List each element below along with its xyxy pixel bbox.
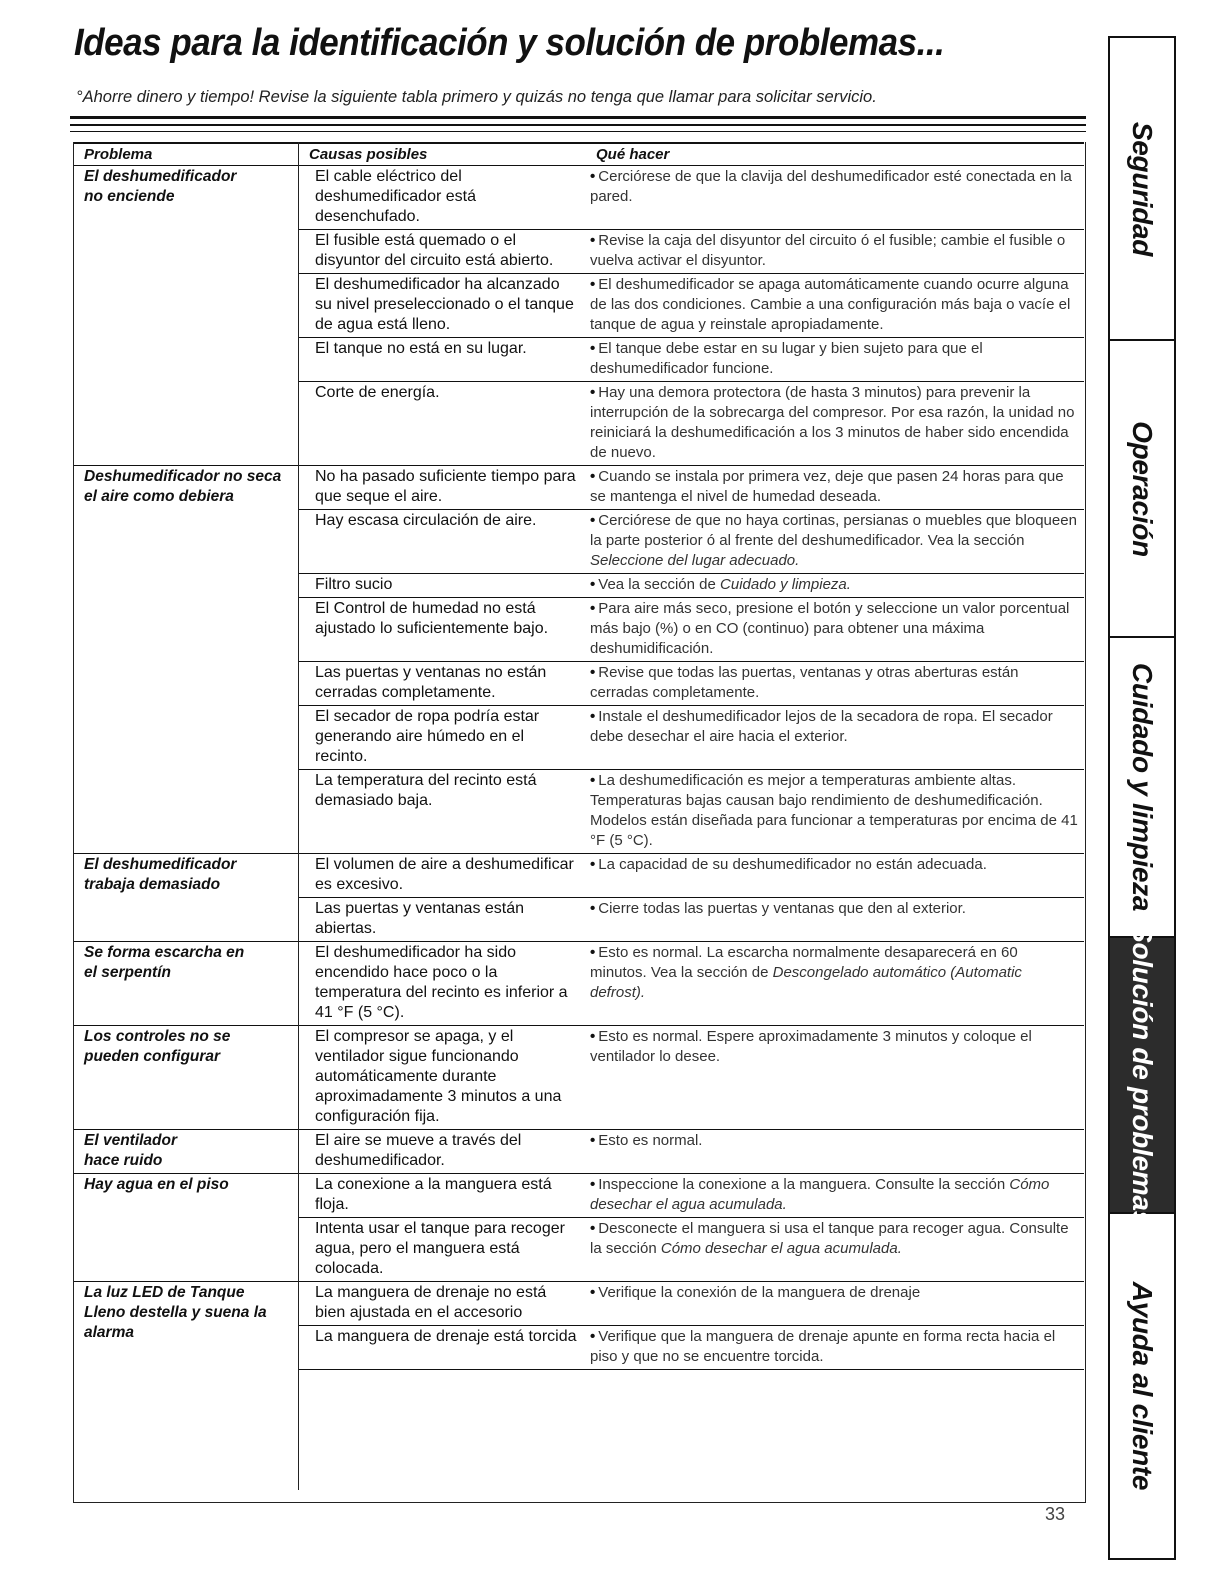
table-row (74, 1026, 1084, 1130)
problem-cell (74, 1174, 299, 1282)
todo-cell (586, 770, 1084, 854)
cause-cell: La conexione a la manguera está floja. (299, 1174, 586, 1218)
cause-cell: La manguera de drenaje no está bien ajustada en el accesorio (299, 1282, 586, 1326)
todo-text: El tanque debe estar en su lugar y bien sujeto para que el deshumedificador funcione. (590, 340, 983, 377)
todo-cell (586, 1326, 1084, 1370)
problem-text: Los controles no se (84, 1028, 231, 1045)
cause-cell: El cable eléctrico del deshumedificador está desenchufado. (299, 166, 586, 230)
bullet-icon: • (590, 276, 596, 293)
column-divider (298, 142, 299, 1490)
cause-cell: Corte de energía. (299, 382, 586, 466)
bullet-icon: • (590, 708, 596, 725)
todo-cell (586, 166, 1084, 230)
problem-text: el aire como debiera (84, 488, 234, 505)
todo-cell (586, 466, 1084, 510)
cause-cell: La temperatura del recinto está demasiado baja. (299, 770, 586, 854)
section-tab-label: Solución de problemas (1127, 924, 1159, 1226)
cause-cell: El tanque no está en su lugar. (299, 338, 586, 382)
todo-text: Verifique la conexión de la manguera de drenaje (598, 1284, 921, 1301)
section-tab[interactable] (1110, 341, 1174, 638)
problem-text: El deshumedificador (84, 168, 237, 185)
problem-text: Hay agua en el piso (84, 1176, 229, 1193)
cause-cell: La manguera de drenaje está torcida (299, 1326, 586, 1370)
cause-cell: El aire se mueve a través del deshumedificador. (299, 1130, 586, 1174)
page-number: 33 (1045, 1504, 1066, 1524)
bullet-icon: • (590, 664, 596, 681)
problem-text: trabaja demasiado (84, 876, 221, 893)
todo-cell (586, 942, 1084, 1026)
table-row (74, 166, 1084, 230)
table-row (74, 1130, 1084, 1174)
bullet-icon: • (590, 340, 596, 357)
problem-cell (74, 1130, 299, 1174)
problem-text: El ventilador (84, 1132, 178, 1149)
problem-cell (74, 942, 299, 1026)
section-reference: Cómo desechar el agua acumulada. (590, 1176, 1050, 1213)
cause-cell: El deshumedificador ha sido encendido hace poco o la temperatura del recinto es inferior a 41 °F (5 °C). (299, 942, 586, 1026)
todo-text: El deshumedificador se apaga automáticamente cuando ocurre alguna de las dos condiciones. Cambie a una configuración más baja o vacíe el tanque de agua y reinstale apropiadamente. (590, 276, 1071, 333)
problem-text: el serpentín (84, 964, 171, 981)
table-row (74, 1174, 1084, 1218)
section-reference: Cuidado y limpieza. (720, 576, 851, 593)
cause-cell: No ha pasado suficiente tiempo para que seque el aire. (299, 466, 586, 510)
table-row (74, 942, 1084, 1026)
bullet-icon: • (590, 1132, 596, 1149)
todo-text: Esto es normal. (598, 1132, 703, 1149)
table-row (74, 1282, 1084, 1326)
cause-cell: El Control de humedad no está ajustado lo suficientemente bajo. (299, 598, 586, 662)
todo-text: Cerciórese de que la clavija del deshumedificador esté conectada en la pared. (590, 168, 1072, 205)
todo-cell (586, 1218, 1084, 1282)
section-tab-label: Seguridad (1127, 121, 1158, 256)
section-tab-label: Cuidado y limpieza (1127, 662, 1159, 912)
section-reference: Seleccione del lugar adecuado. (590, 552, 800, 569)
section-tab[interactable] (1110, 924, 1174, 1226)
todo-text: Inspeccione la conexione a la manguera. Consulte la sección (598, 1176, 1006, 1193)
column-header-problem: Problema (74, 143, 299, 166)
cause-cell: El compresor se apaga, y el ventilador sigue funcionando automáticamente durante aproximadamente 3 minutos a una configuración fija. (299, 1026, 586, 1130)
todo-cell (586, 854, 1084, 898)
bullet-icon: • (590, 944, 596, 961)
problem-cell (74, 466, 299, 854)
todo-text: Hay una demora protectora (de hasta 3 minutos) para prevenir la interrupción de la sobrecarga del compresor. Por esa razón, la unidad no reiniciará la deshumedificación a los 3 minutos de haber sido encendida de nuevo. (590, 384, 1075, 461)
todo-text: Verifique que la manguera de drenaje apunte en forma recta hacia el piso y que no se encuentre torcida. (590, 1328, 1056, 1365)
cause-cell: El secador de ropa podría estar generando aire húmedo en el recinto. (299, 706, 586, 770)
todo-text: Cuando se instala por primera vez, deje que pasen 24 horas para que se mantenga el nivel de humedad deseada. (590, 468, 1064, 505)
bullet-icon: • (590, 168, 596, 185)
section-tabs (1108, 36, 1176, 1560)
problem-text: alarma (84, 1324, 134, 1341)
todo-text: Cerciórese de que no haya cortinas, persianas o muebles que bloqueen la parte posterior ó al frente del deshumedificador. Vea la sección (590, 512, 1077, 549)
problem-text: La luz LED de Tanque (84, 1284, 245, 1301)
cause-cell: El fusible está quemado o el disyuntor del circuito está abierto. (299, 230, 586, 274)
bullet-icon: • (590, 600, 596, 617)
troubleshooting-table (74, 142, 1084, 1370)
todo-text: Revise la caja del disyuntor del circuito ó el fusible; cambie el fusible o vuelva activar el disyuntor. (590, 232, 1066, 269)
todo-text: Esto es normal. Espere aproximadamente 3 minutos y coloque el ventilador lo desee. (590, 1028, 1032, 1065)
problem-text: Lleno destella y suena la (84, 1304, 267, 1321)
section-tab-label: Ayuda al cliente (1127, 1281, 1159, 1491)
todo-cell (586, 1026, 1084, 1130)
problem-text: hace ruido (84, 1152, 163, 1169)
todo-cell (586, 662, 1084, 706)
bullet-icon: • (590, 1028, 596, 1045)
todo-cell (586, 230, 1084, 274)
section-tab[interactable] (1110, 1214, 1174, 1558)
header-rule (70, 124, 1086, 126)
todo-cell (586, 706, 1084, 770)
bullet-icon: • (590, 468, 596, 485)
problem-text: no enciende (84, 188, 175, 205)
header-rule (70, 131, 1086, 132)
todo-cell (586, 510, 1084, 574)
todo-cell (586, 338, 1084, 382)
cause-cell: Hay escasa circulación de aire. (299, 510, 586, 574)
bullet-icon: • (590, 384, 596, 401)
bullet-icon: • (590, 856, 596, 873)
section-tab[interactable] (1110, 638, 1174, 938)
column-header-causes: Causas posibles (299, 143, 586, 166)
section-reference: Cómo desechar el agua acumulada. (660, 1240, 902, 1257)
header-rule (70, 116, 1086, 119)
cause-cell: El deshumedificador ha alcanzado su nivel preseleccionado o el tanque de agua está lleno. (299, 274, 586, 338)
bullet-icon: • (590, 232, 596, 249)
problem-cell (74, 1026, 299, 1130)
todo-cell (586, 274, 1084, 338)
problem-cell (74, 166, 299, 466)
todo-text: Instale el deshumedificador lejos de la secadora de ropa. El secador debe desechar el aire hacia el exterior. (590, 708, 1053, 745)
bullet-icon: • (590, 1284, 596, 1301)
bullet-icon: • (590, 1328, 596, 1345)
todo-text: La capacidad de su deshumedificador no están adecuada. (598, 856, 987, 873)
todo-cell (586, 1282, 1084, 1326)
bullet-icon: • (590, 772, 596, 789)
bullet-icon: • (590, 512, 596, 529)
section-tab-label: Operación (1127, 420, 1159, 557)
page-subtitle: °Ahorre dinero y tiempo! Revise la siguiente tabla primero y quizás no tenga que llamar para solicitar servicio. (76, 88, 877, 106)
problem-cell (74, 854, 299, 942)
table-row (74, 854, 1084, 898)
section-tab[interactable] (1110, 38, 1174, 341)
table-body (74, 166, 1084, 1370)
todo-cell (586, 598, 1084, 662)
todo-cell (586, 1130, 1084, 1174)
section-reference: Descongelado automático (Automatic defrost). (590, 964, 1022, 1001)
problem-text: pueden configurar (84, 1048, 221, 1065)
cause-cell: Intenta usar el tanque para recoger agua, pero el manguera está colocada. (299, 1218, 586, 1282)
table-header-row (74, 143, 1084, 166)
bullet-icon: • (590, 576, 596, 593)
table-row (74, 466, 1084, 510)
column-header-todo: Qué hacer (586, 143, 1084, 166)
problem-text: Se forma escarcha en (84, 944, 245, 961)
page-title: Ideas para la identificación y solución de problemas... (74, 22, 945, 64)
cause-cell: El volumen de aire a deshumedificar es excesivo. (299, 854, 586, 898)
bullet-icon: • (590, 1176, 596, 1193)
todo-text: Para aire más seco, presione el botón y seleccione un valor porcentual más bajo (%) o en CO (continuo) para obtener una máxima deshumidificación. (590, 600, 1070, 657)
todo-text: Cierre todas las puertas y ventanas que den al exterior. (598, 900, 966, 917)
cause-cell: Filtro sucio (299, 574, 586, 598)
todo-text: La deshumedificación es mejor a temperaturas ambiente altas. Temperaturas bajas causan bajo rendimiento de deshumedificación. Modelos están diseñada para funcionar a temperaturas por encima de 41 °F (5 °C). (590, 772, 1078, 849)
todo-cell (586, 898, 1084, 942)
problem-text: Deshumedificador no seca (84, 468, 282, 485)
todo-text: Vea la sección de (598, 576, 716, 593)
todo-text: Revise que todas las puertas, ventanas y otras aberturas están cerradas completamente. (590, 664, 1019, 701)
problem-cell (74, 1282, 299, 1370)
bullet-icon: • (590, 1220, 596, 1237)
cause-cell: Las puertas y ventanas no están cerradas completamente. (299, 662, 586, 706)
bullet-icon: • (590, 900, 596, 917)
problem-text: El deshumedificador (84, 856, 237, 873)
todo-cell (586, 382, 1084, 466)
todo-text: Desconecte el manguera si usa el tanque para recoger agua. Consulte la sección (590, 1220, 1069, 1257)
todo-text: Esto es normal. La escarcha normalmente desaparecerá en 60 minutos. Vea la sección de (590, 944, 1018, 981)
todo-cell (586, 574, 1084, 598)
cause-cell: Las puertas y ventanas están abiertas. (299, 898, 586, 942)
todo-cell (586, 1174, 1084, 1218)
